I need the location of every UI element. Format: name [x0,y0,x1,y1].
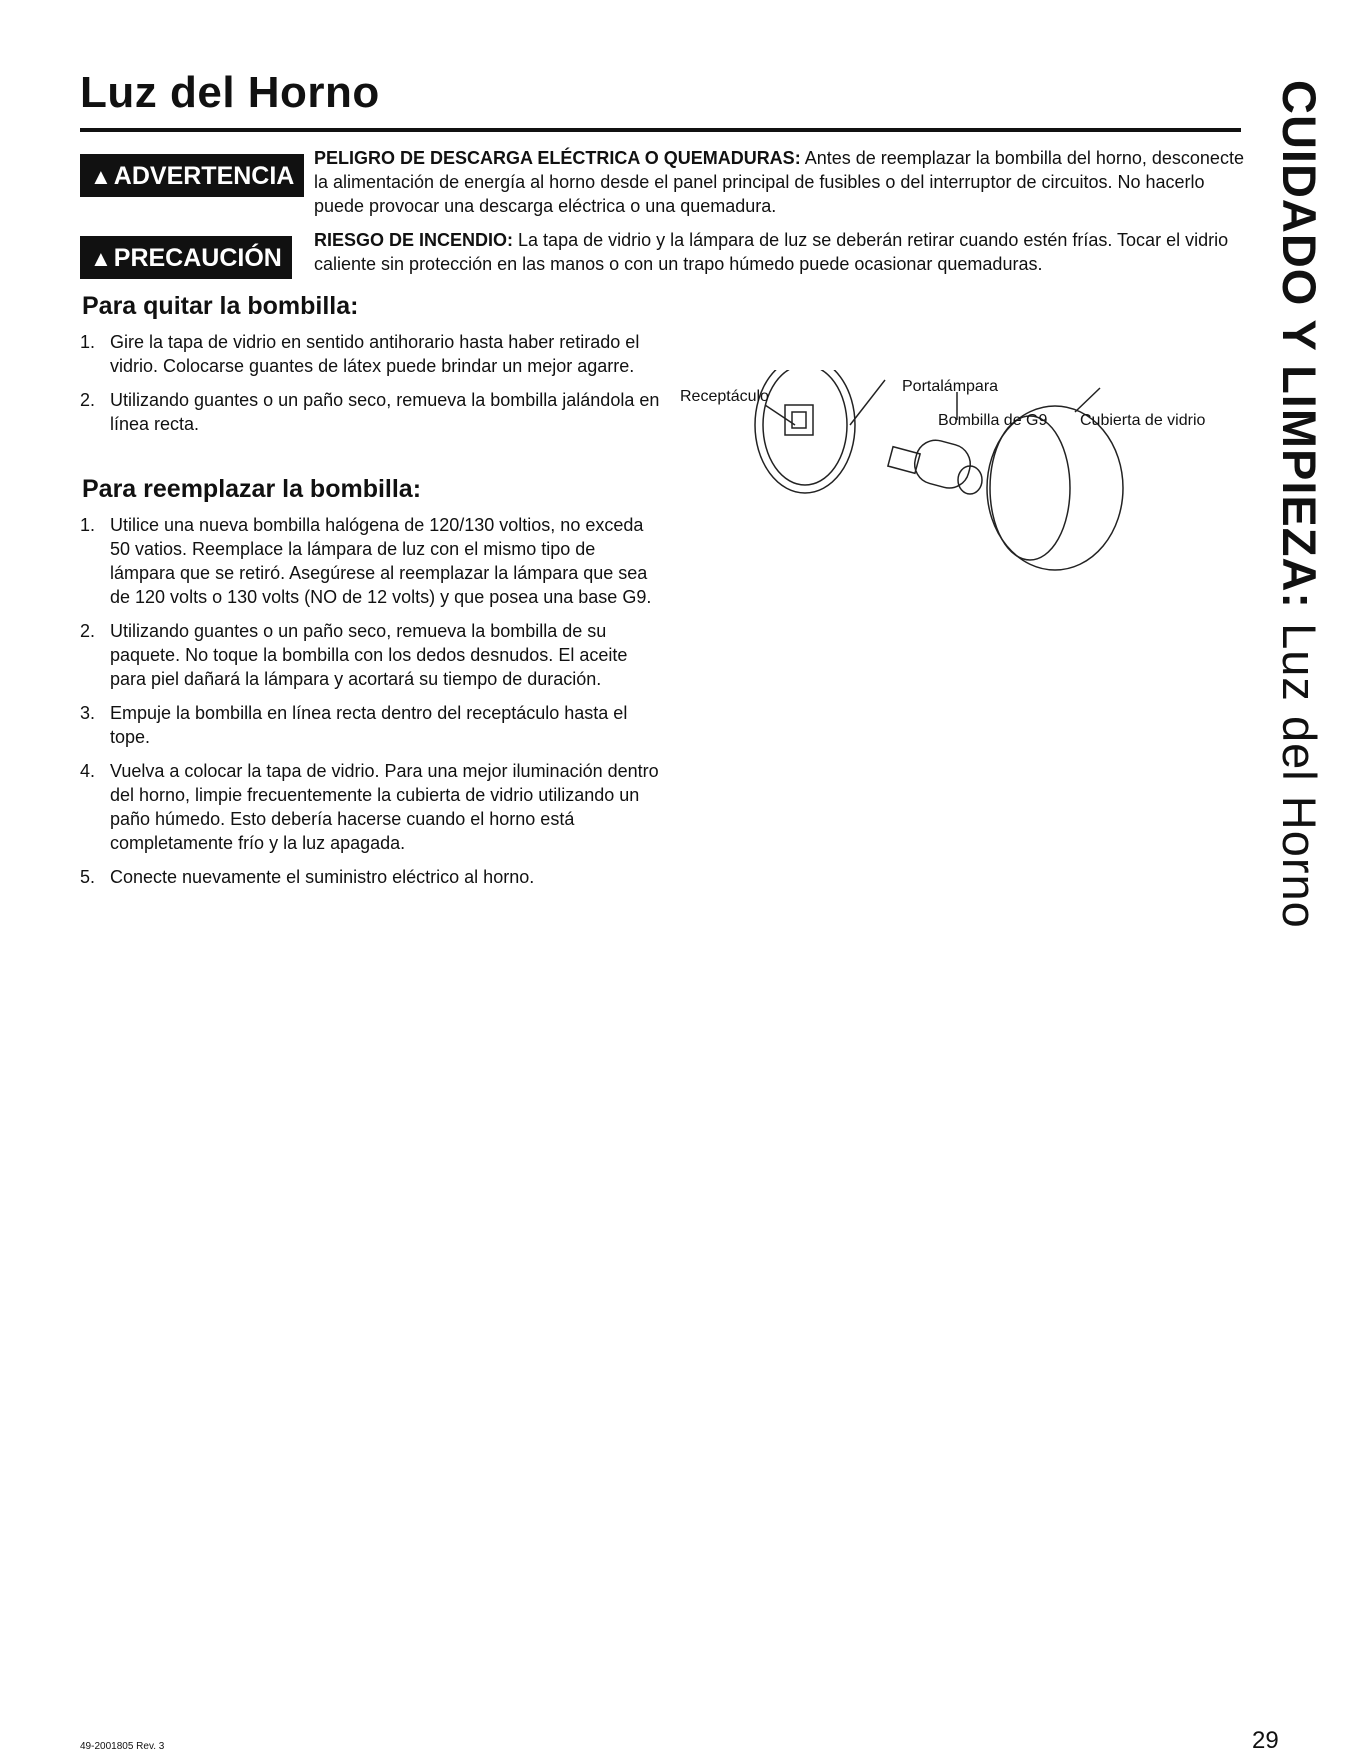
step-number: 4. [80,761,96,781]
caution-body: La tapa de vidrio y la lámpara de luz se deberán retirar cuando estén frías. Tocar el vidrio caliente sin protección en las manos o con un trapo húmedo puede ocasionar quemaduras. [314,230,1229,274]
label-receptacle: Receptáculo [680,388,769,405]
holder-leader [850,380,885,425]
step-number: 2. [80,390,96,410]
step-text: Gire la tapa de vidrio en sentido antihorario hasta haber retirado el vidrio. Colocarse guantes de látex puede brindar un mejor agarre. [110,332,640,376]
page-number: 29 [1252,1727,1279,1754]
warning-body: Antes de reemplazar la bombilla del horno, desconecte la alimentación de energía al horno desde el panel principal de fusibles o del interruptor de circuitos. No hacerlo puede provocar una descarga eléctrica o una quemadura. [314,148,1244,216]
step-number: 5. [80,867,96,887]
remove-heading: Para quitar la bombilla: [82,292,359,320]
step-number: 1. [80,515,96,535]
side-title-normal: Luz del Horno [1273,609,1326,929]
cover-leader [1075,388,1100,412]
step-text: Utilizando guantes o un paño seco, remueva la bombilla de su paquete. No toque la bombilla con los dedos desnudos. El aceite para piel dañará la lámpara y acortará su tiempo de duración. [110,621,628,689]
side-title-bold: CUIDADO Y LIMPIEZA: [1273,80,1326,610]
warning-badge [80,154,304,197]
warning-heading: PELIGRO DE DESCARGA ELÉCTRICA O QUEMADURAS: [314,148,801,168]
step-number: 1. [80,332,96,352]
step-text: Empuje la bombilla en línea recta dentro del receptáculo hasta el tope. [110,703,628,747]
step-text: Vuelva a colocar la tapa de vidrio. Para una mejor iluminación dentro del horno, limpie frecuentemente la cubierta de vidrio utilizando un paño húmedo. Esto debería hacerse cuando el horno está completamente frío y la luz apagada. [110,761,659,853]
list-item [80,388,660,436]
list-item [80,330,660,378]
list-item [80,513,660,609]
list-item [80,759,660,855]
caution-triangle-icon: ▲ [90,246,112,271]
side-section-title [1272,80,1327,929]
title-rule [80,128,1241,132]
label-holder: Portalámpara [902,378,999,395]
replace-steps [80,513,660,899]
step-text: Utilizando guantes o un paño seco, remueva la bombilla jalándola en línea recta. [110,390,660,434]
footer-code: 49-2001805 Rev. 3 [80,1741,165,1752]
replace-heading: Para reemplazar la bombilla: [82,475,422,503]
receptacle-socket [785,405,813,435]
warning-text [314,146,1244,218]
step-number: 3. [80,703,96,723]
bulb-diagram [670,370,1230,590]
caution-heading: RIESGO DE INCENDIO: [314,230,514,250]
page-title: Luz del Horno [80,68,380,117]
label-cover: Cubierta de vidrio [1080,412,1206,429]
caution-badge-label: PRECAUCIÓN [113,244,282,272]
warning-triangle-icon: ▲ [90,164,112,189]
receptacle-socket-slot [792,412,806,428]
receptacle-plate [755,370,855,493]
glass-cover-rim [990,416,1070,560]
step-text: Conecte nuevamente el suministro eléctrico al horno. [110,867,535,887]
list-item [80,701,660,749]
list-item [80,619,660,691]
caution-text [314,228,1244,276]
step-number: 2. [80,621,96,641]
remove-steps [80,330,660,446]
caution-badge [80,236,292,279]
bulb-body [910,436,975,493]
list-item [80,865,660,889]
label-bulb: Bombilla de G9 [938,412,1048,429]
step-text: Utilice una nueva bombilla halógena de 120/130 voltios, no exceda 50 vatios. Reemplace la lámpara de luz con el mismo tipo de lámpara que se retiró. Asegúrese al reemplazar la lámpara que sea de 120 volts o 130 volts (NO de 12 volts) y que posea una base G9. [110,515,652,607]
receptacle-leader [765,405,795,425]
warning-badge-label: ADVERTENCIA [113,162,295,190]
